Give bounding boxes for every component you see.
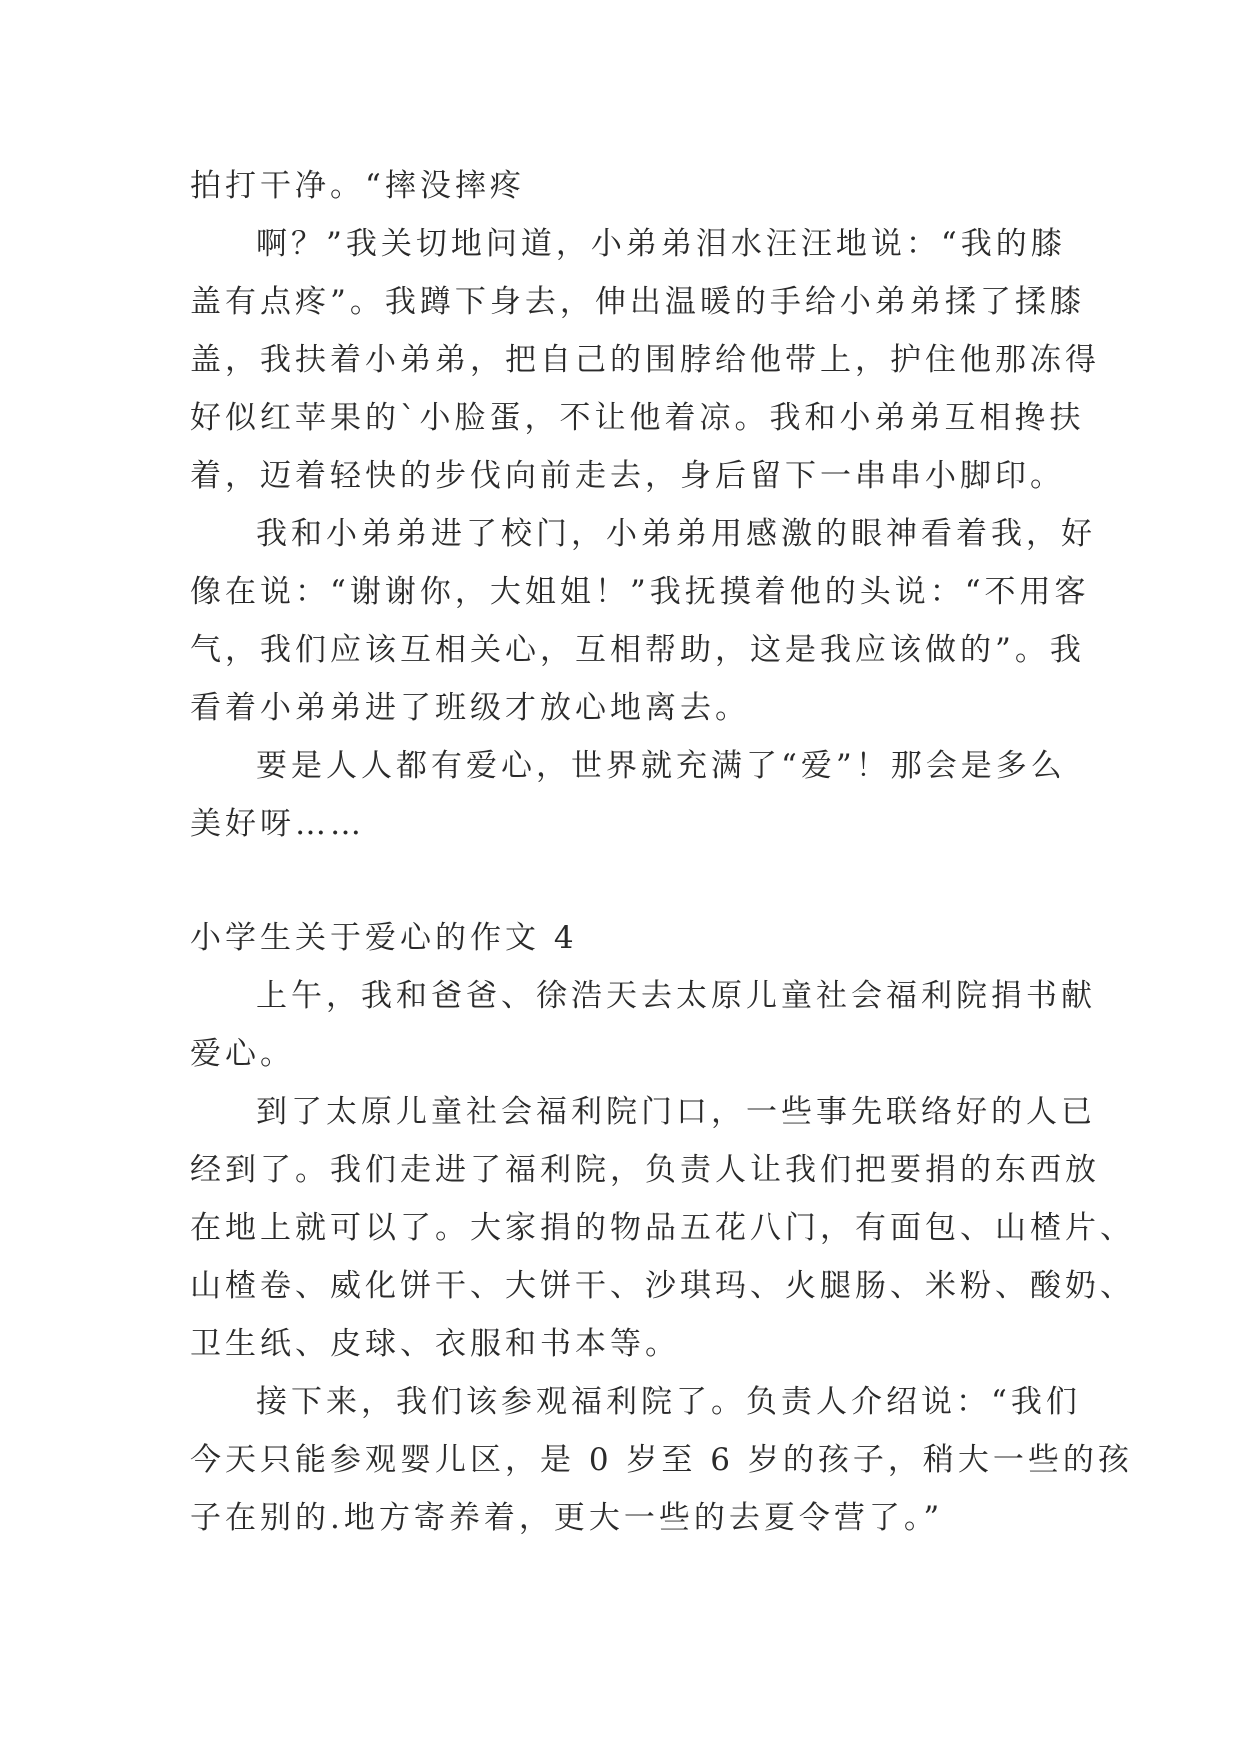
text-line: 气，我们应该互相关心，互相帮助，这是我应该做的”。我 <box>190 632 1085 668</box>
text-line: 爱心。 <box>190 1036 295 1072</box>
section-title: 小学生关于爱心的作文 4 <box>190 920 578 956</box>
text-line: 今天只能参观婴儿区，是 0 岁至 6 岁的孩子，稍大一些的孩 <box>190 1442 1133 1478</box>
text-line: 啊？”我关切地问道，小弟弟泪水汪汪地说：“我的膝 <box>256 226 1066 262</box>
text-line: 接下来，我们该参观福利院了。负责人介绍说：“我们 <box>256 1384 1081 1420</box>
text-line: 盖有点疼”。我蹲下身去，伸出温暖的手给小弟弟揉了揉膝 <box>190 284 1085 320</box>
text-line: 山楂卷、威化饼干、大饼干、沙琪玛、火腿肠、米粉、酸奶、 <box>190 1268 1135 1304</box>
text-line: 要是人人都有爱心，世界就充满了“爱”！那会是多么 <box>256 748 1066 784</box>
text-line: 着，迈着轻快的步伐向前走去，身后留下一串串小脚印。 <box>190 458 1065 494</box>
text-line: 到了太原儿童社会福利院门口，一些事先联络好的人已 <box>256 1094 1096 1130</box>
text-line: 好似红苹果的`小脸蛋，不让他着凉。我和小弟弟互相搀扶 <box>190 400 1085 436</box>
text-line: 盖，我扶着小弟弟，把自己的围脖给他带上，护住他那冻得 <box>190 342 1100 378</box>
text-line: 美好呀…… <box>190 806 365 842</box>
text-line: 上午，我和爸爸、徐浩天去太原儿童社会福利院捐书献 <box>256 978 1096 1014</box>
text-line: 子在别的.地方寄养着，更大一些的去夏令营了。” <box>190 1500 944 1536</box>
text-line: 看着小弟弟进了班级才放心地离去。 <box>190 690 750 726</box>
text-line: 在地上就可以了。大家捐的物品五花八门，有面包、山楂片、 <box>190 1210 1135 1246</box>
text-line: 拍打干净。“摔没摔疼 <box>190 168 525 204</box>
text-line: 经到了。我们走进了福利院，负责人让我们把要捐的东西放 <box>190 1152 1100 1188</box>
text-line: 卫生纸、皮球、衣服和书本等。 <box>190 1326 680 1362</box>
text-line: 像在说：“谢谢你，大姐姐！”我抚摸着他的头说：“不用客 <box>190 574 1090 610</box>
text-line: 我和小弟弟进了校门，小弟弟用感激的眼神看着我，好 <box>256 516 1096 552</box>
